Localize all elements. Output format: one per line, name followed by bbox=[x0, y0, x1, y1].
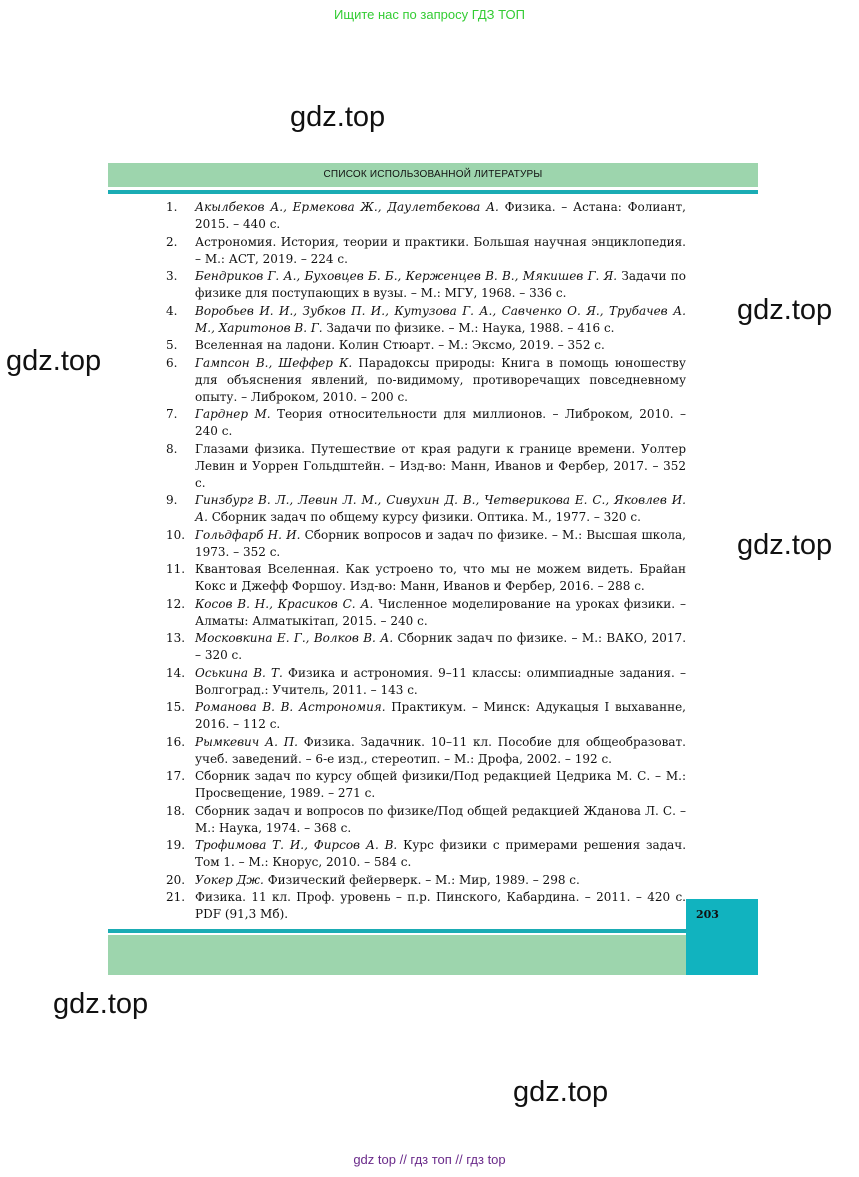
reference-text: Квантовая Вселенная. Как устроено то, что мы не можем видеть. Брайан Кокс и Джефф Форшоу. Изд-во: Манн, Иванов и Фербер, 2016. – 288 с. bbox=[195, 562, 686, 593]
reference-author: Косов В. Н., Красиков С. А. bbox=[195, 596, 374, 611]
reference-text: Физика и астрономия. 9–11 классы: олимпиадные задания. – Волгоград.: Учитель, 2011. – 143 с. bbox=[195, 665, 686, 697]
reference-text: Парадоксы природы: Книга в помощь юношеству для объяснения явлений, по-видимому, противоречащих повседневному опыту. – Либроком, 2010. – 200 с. bbox=[195, 355, 686, 404]
reference-item bbox=[166, 303, 686, 337]
reference-number: 20. bbox=[166, 872, 186, 887]
reference-text: Физика. – Астана: Фолиант, 2015. – 440 с. bbox=[195, 200, 686, 231]
reference-number: 15. bbox=[166, 700, 186, 714]
reference-number: 3. bbox=[166, 269, 178, 283]
reference-text: Физический фейерверк. – М.: Мир, 1989. – 298 с. bbox=[263, 872, 580, 887]
reference-author: Рымкевич А. П. bbox=[195, 734, 298, 749]
reference-text: Теория относительности для миллионов. – Либроком, 2010. – 240 с. bbox=[195, 407, 686, 438]
reference-text: Глазами физика. Путешествие от края радуги к границе времени. Уолтер Левин и Уоррен Гольдштейн. – Изд-во: Манн, Иванов и Фербер, 2017. – 352 с. bbox=[195, 441, 686, 490]
watermark: gdz.top bbox=[290, 101, 386, 133]
footer-links: gdz top // гдз топ // гдз top bbox=[353, 1152, 506, 1167]
reference-text: Задачи по физике для поступающих в вузы. – М.: МГУ, 1968. – 336 с. bbox=[195, 269, 687, 300]
reference-text: Физика. 11 кл. Проф. уровень – п.р. Пинского, Кабардина. – 2011. – 420 с. PDF (91,3 Мб). bbox=[195, 890, 686, 921]
reference-author: Уокер Дж. bbox=[195, 872, 264, 887]
reference-item bbox=[166, 527, 686, 561]
reference-number: 14. bbox=[166, 665, 186, 680]
footer-divider bbox=[108, 929, 686, 933]
reference-text: Сборник задач по физике. – М.: ВАКО, 2017. – 320 с. bbox=[195, 631, 687, 662]
reference-text: Сборник задач по курсу общей физики/Под редакцией Цедрика М. С. – М.: Просвещение, 1989. – 271 с. bbox=[195, 769, 686, 800]
reference-author: Оськина В. Т. bbox=[195, 665, 283, 680]
watermark: gdz.top bbox=[737, 529, 833, 561]
reference-number: 7. bbox=[166, 407, 178, 421]
header-band bbox=[108, 163, 758, 187]
reference-number: 4. bbox=[166, 303, 178, 318]
page-number: 203 bbox=[696, 908, 719, 921]
reference-text: Численное моделирование на уроках физики. – Алматы: Алматыкітап, 2015. – 240 с. bbox=[195, 596, 686, 628]
reference-item bbox=[166, 803, 686, 837]
reference-item bbox=[166, 406, 686, 440]
reference-author: Гампсон В., Шеффер К. bbox=[195, 355, 353, 370]
reference-author: Трофимова Т. И., Фирсов А. В. bbox=[195, 838, 398, 852]
reference-item bbox=[166, 596, 686, 630]
reference-number: 17. bbox=[166, 769, 186, 783]
reference-number: 19. bbox=[166, 838, 186, 852]
watermark: gdz.top bbox=[6, 345, 102, 377]
reference-text: Сборник задач по общему курсу физики. Оптика. М., 1977. – 320 с. bbox=[207, 510, 641, 524]
reference-number: 18. bbox=[166, 803, 186, 818]
reference-author: Московкина Е. Г., Волков В. А. bbox=[195, 631, 394, 645]
reference-item bbox=[166, 492, 686, 526]
reference-author: Акылбеков А., Ермекова Ж., Даулетбекова А. bbox=[195, 200, 499, 214]
footer-band bbox=[108, 935, 686, 975]
reference-number: 8. bbox=[166, 441, 178, 456]
watermark: gdz.top bbox=[737, 294, 833, 326]
reference-author: Гольдфарб Н. И. bbox=[195, 527, 301, 542]
watermark: gdz.top bbox=[513, 1076, 609, 1108]
reference-item bbox=[166, 630, 686, 664]
reference-text: Физика. Задачник. 10–11 кл. Пособие для общеобразоват. учеб. заведений. – 6-е изд., стереотип. – М.: Дрофа, 2002. – 192 с. bbox=[195, 734, 687, 766]
reference-number: 10. bbox=[166, 527, 186, 542]
reference-number: 5. bbox=[166, 338, 178, 352]
reference-number: 11. bbox=[166, 562, 186, 576]
reference-item bbox=[166, 699, 686, 733]
reference-item bbox=[166, 872, 686, 889]
reference-item bbox=[166, 268, 686, 302]
reference-number: 6. bbox=[166, 355, 178, 370]
reference-item bbox=[166, 337, 686, 354]
reference-number: 9. bbox=[166, 493, 178, 507]
reference-item bbox=[166, 355, 686, 406]
reference-item bbox=[166, 441, 686, 492]
header-divider bbox=[108, 190, 758, 194]
reference-number: 13. bbox=[166, 631, 186, 645]
reference-item bbox=[166, 199, 686, 233]
reference-author: Гинзбург В. Л., Левин Л. М., Сивухин Д. В., Четверикова Е. С., Яковлев И. А. bbox=[195, 493, 686, 524]
reference-item bbox=[166, 837, 686, 871]
reference-author: Воробьев И. И., Зубков П. И., Кутузова Г. А., Савченко О. Я., Трубачев А. М., Харитонов В. Г. bbox=[195, 303, 686, 335]
page-number-box bbox=[686, 899, 758, 975]
reference-text: Вселенная на ладони. Колин Стюарт. – М.: Эксмо, 2019. – 352 с. bbox=[195, 338, 605, 352]
reference-item bbox=[166, 561, 686, 595]
reference-text: Задачи по физике. – М.: Наука, 1988. – 416 с. bbox=[322, 320, 615, 335]
reference-list bbox=[166, 199, 686, 924]
reference-item bbox=[166, 889, 686, 923]
reference-author: Гарднер М. bbox=[195, 407, 271, 421]
reference-text: Астрономия. История, теории и практики. Большая научная энциклопедия. – М.: АСТ, 2019. – 224 с. bbox=[195, 234, 686, 266]
reference-item bbox=[166, 734, 686, 768]
reference-text: Сборник задач и вопросов по физике/Под общей редакцией Жданова Л. С. – М.: Наука, 1974. – 368 с. bbox=[195, 803, 686, 835]
reference-number: 1. bbox=[166, 200, 178, 214]
reference-item bbox=[166, 665, 686, 699]
reference-item bbox=[166, 234, 686, 268]
section-title: СПИСОК ИСПОЛЬЗОВАННОЙ ЛИТЕРАТУРЫ bbox=[323, 169, 543, 180]
reference-number: 16. bbox=[166, 734, 186, 749]
reference-number: 12. bbox=[166, 596, 186, 611]
top-banner: Ищите нас по запросу ГДЗ ТОП bbox=[334, 7, 525, 22]
reference-text: Сборник вопросов и задач по физике. – М.: Высшая школа, 1973. – 352 с. bbox=[195, 527, 686, 559]
reference-author: Романова В. В. Астрономия. bbox=[195, 700, 386, 714]
reference-number: 21. bbox=[166, 890, 186, 904]
reference-text: Курс физики с примерами решения задач. Том 1. – М.: Кнорус, 2010. – 584 с. bbox=[195, 838, 687, 869]
reference-item bbox=[166, 768, 686, 802]
reference-number: 2. bbox=[166, 234, 178, 249]
reference-text: Практикум. – Минск: Адукацыя І выхаванне, 2016. – 112 с. bbox=[195, 700, 686, 731]
reference-author: Бендриков Г. А., Буховцев Б. Б., Керженцев В. В., Мякишев Г. Я. bbox=[195, 269, 618, 283]
watermark: gdz.top bbox=[53, 988, 149, 1020]
